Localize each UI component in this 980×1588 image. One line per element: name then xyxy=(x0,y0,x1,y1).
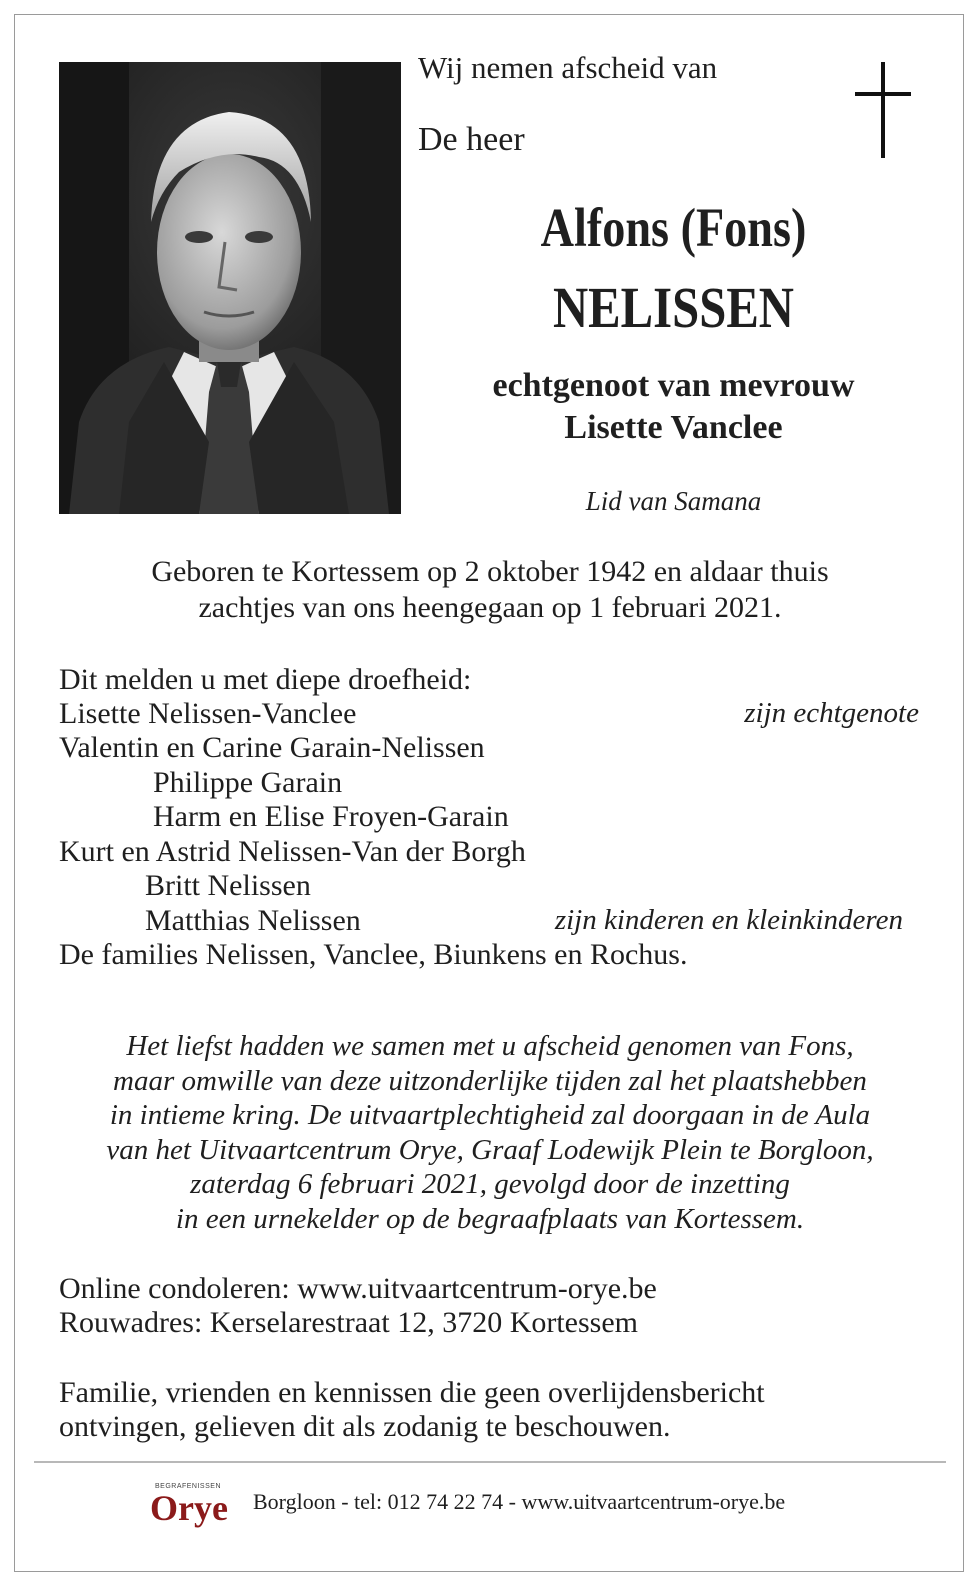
intro-text: Wij nemen afscheid van xyxy=(418,50,718,85)
family-row xyxy=(59,938,919,974)
family-member-name: Valentin en Carine Garain-Nelissen xyxy=(59,731,485,764)
family-member-name: Kurt en Astrid Nelissen-Van der Borgh xyxy=(59,835,526,868)
closing-line-1: Familie, vrienden en kennissen die geen overlijdensbericht xyxy=(59,1376,765,1409)
family-member-name: Britt Nelissen xyxy=(145,869,311,902)
family-member-name: Philippe Garain xyxy=(153,766,343,799)
family-member-name: De families Nelissen, Vanclee, Biunkens en Rochus. xyxy=(59,938,688,971)
footer-contact: Borgloon - tel: 012 74 22 74 - www.uitvaartcentrum-orye.be xyxy=(253,1489,786,1514)
message-line: in een urnekelder op de begraafplaats van Kortessem. xyxy=(175,1203,805,1235)
mourning-address: Rouwadres: Kerselarestraat 12, 3720 Kortessem xyxy=(59,1306,638,1339)
logo-subtitle: BEGRAFENISSEN xyxy=(154,1483,221,1490)
family-row xyxy=(59,731,919,767)
family-member-name: Matthias Nelissen xyxy=(145,904,361,937)
message-line: maar omwille van deze uitzonderlijke tijden zal het plaatshebben xyxy=(113,1065,867,1097)
family-row xyxy=(59,800,919,836)
portrait-photo xyxy=(59,62,401,514)
family-member-name: Harm en Elise Froyen-Garain xyxy=(153,800,509,833)
birth-line-2: zachtjes van ons heengegaan op 1 februari 2021. xyxy=(198,591,782,624)
cross-icon xyxy=(855,62,911,158)
deceased-first-name: Alfons (Fons) xyxy=(540,197,807,258)
family-row xyxy=(59,835,919,871)
family-row xyxy=(59,766,919,802)
family-row xyxy=(59,869,919,905)
family-member-role: zijn kinderen en kleinkinderen xyxy=(554,904,903,936)
family-member-name: Lisette Nelissen-Vanclee xyxy=(59,697,357,730)
message-line: in intieme kring. De uitvaartplechtigheid zal doorgaan in de Aula xyxy=(109,1099,871,1131)
family-row xyxy=(59,904,919,940)
message-line: van het Uitvaartcentrum Orye, Graaf Lodewijk Plein te Borgloon, xyxy=(106,1134,874,1166)
family-member-role: zijn echtgenote xyxy=(744,697,919,729)
deceased-last-name: NELISSEN xyxy=(552,275,795,340)
spouse-line-1: echtgenoot van mevrouw xyxy=(492,367,855,404)
family-row xyxy=(59,697,919,733)
message-line: Het liefst hadden we samen met u afscheid genomen van Fons, xyxy=(126,1030,854,1062)
birth-line-1: Geboren te Kortessem op 2 oktober 1942 en aldaar thuis xyxy=(151,555,829,588)
spouse-line-2: Lisette Vanclee xyxy=(564,409,783,446)
title-text: De heer xyxy=(418,121,525,158)
family-intro: Dit melden u met diepe droefheid: xyxy=(59,663,472,696)
footer-divider xyxy=(34,1461,946,1463)
online-condolence: Online condoleren: www.uitvaartcentrum-orye.be xyxy=(59,1272,657,1305)
logo-wordmark: Orye xyxy=(150,1488,228,1528)
closing-line-2: ontvingen, gelieven dit als zodanig te beschouwen. xyxy=(59,1410,671,1443)
message-line: zaterdag 6 februari 2021, gevolgd door de inzetting xyxy=(190,1168,790,1200)
membership-text: Lid van Samana xyxy=(585,486,762,516)
orye-logo xyxy=(150,1483,226,1531)
